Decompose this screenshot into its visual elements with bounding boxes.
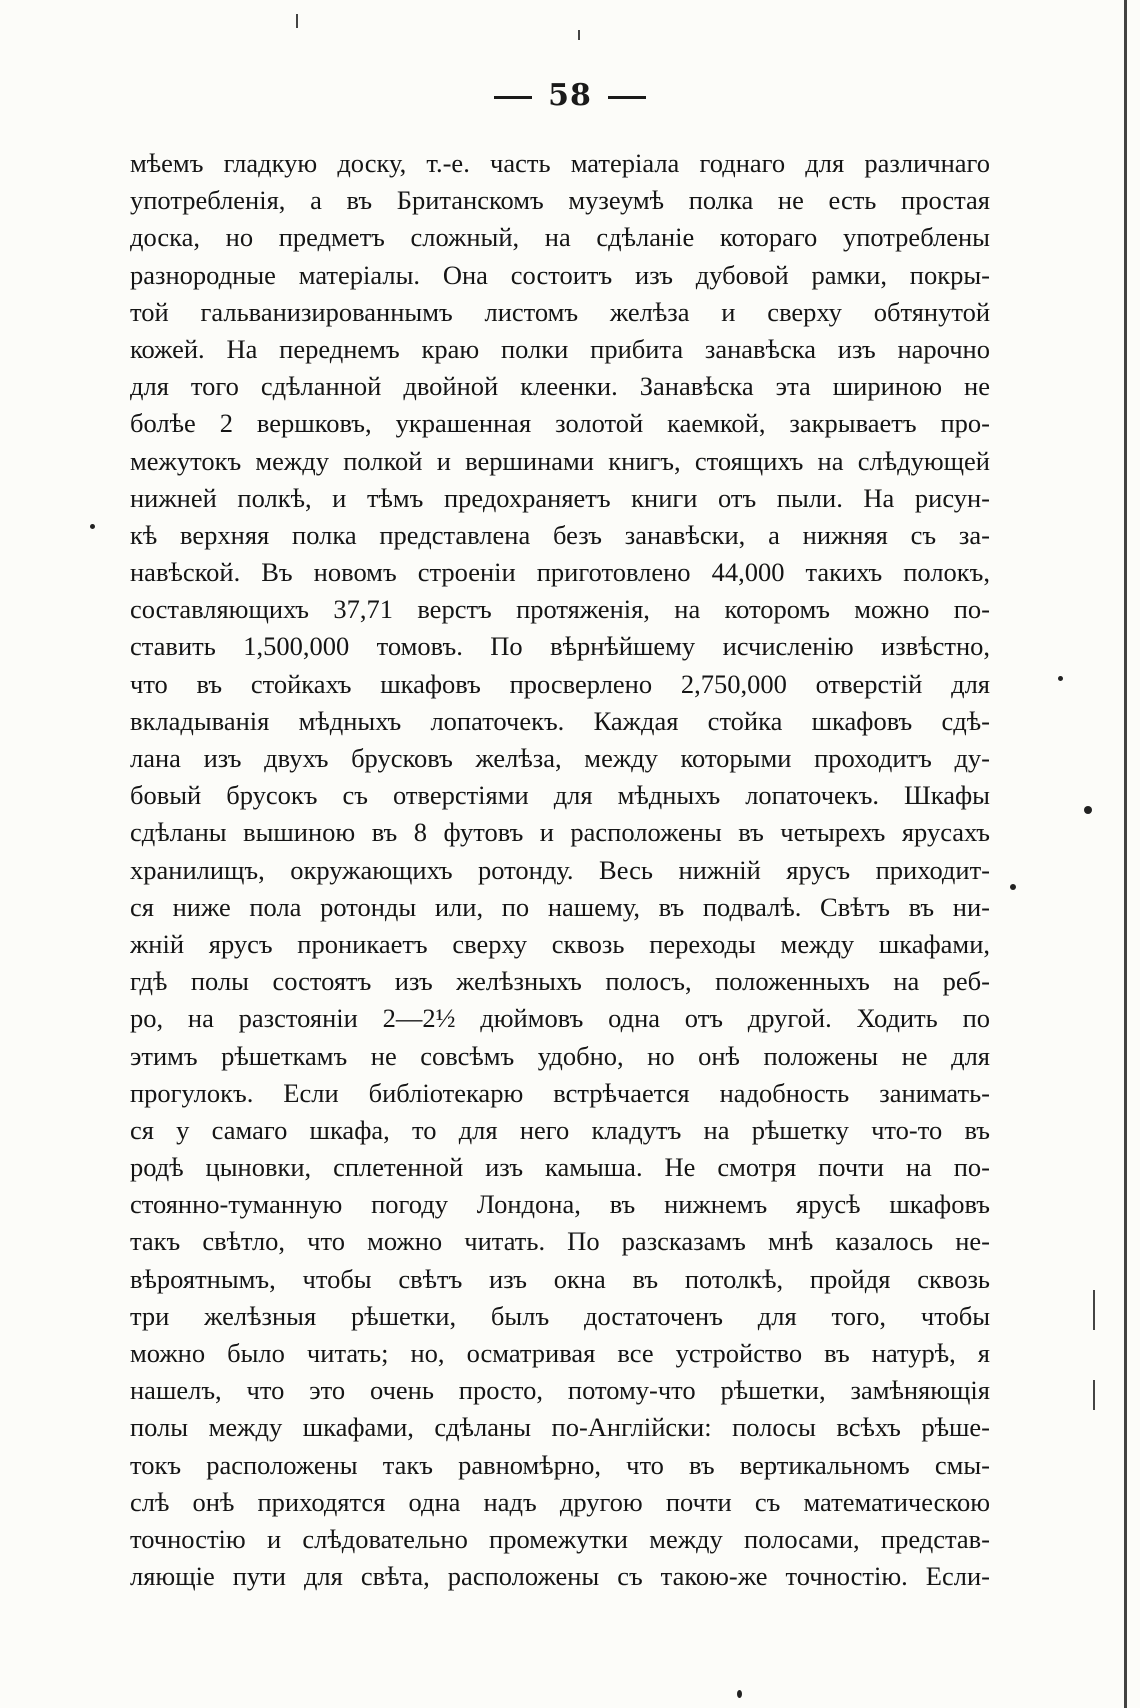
page-number: 58 [548,78,592,113]
text-line: точностію и слѣдовательно промежутки между полосами, представ- [130,1523,990,1554]
text-line: мѣемъ гладкую доску, т.-е. часть матеріала годнаго для различнаго [130,148,990,178]
text-line: разнородные матеріалы. Она состоитъ изъ дубовой рамки, покры- [130,259,990,290]
text-line: стоянно-туманную погоду Лондона, въ нижнемъ ярусѣ шкафовъ [130,1189,990,1220]
text-line: можно было читать; но, осматривая все устройство въ натурѣ, я [130,1338,990,1368]
right-dash [608,96,646,99]
text-line: что въ стойкахъ шкафовъ просверлено 2,750,000 отверстій для [130,668,990,699]
scan-edge [1124,0,1127,1708]
text-line: употребленія, а въ Британскомъ музеумѣ полка не есть простая [130,185,990,216]
text-line: три желѣзныя рѣшетки, былъ достаточенъ для того, чтобы [130,1300,990,1331]
text-line: для того сдѣланной двойной клеенки. Занавѣска эта шириною не [130,371,990,402]
text-line: жній ярусъ проникаетъ сверху сквозь переходы между шкафами, [130,928,990,959]
text-line: ро, на разстояніи 2—2½ дюймовъ одна отъ другой. Ходить по [130,1003,990,1034]
text-line: ставить 1,500,000 томовъ. По вѣрнѣйшему исчисленію извѣстно, [130,631,990,662]
text-line: кѣ верхняя полка представлена безъ занавѣски, а нижняя съ за- [130,519,990,550]
text-line: родѣ цыновки, сплетенной изъ камыша. Не смотря почти на по- [130,1152,990,1183]
text-line: этимъ рѣшеткамъ не совсѣмъ удобно, но онѣ положены не для [130,1040,990,1071]
text-line: слѣ онѣ приходятся одна надъ другою почти съ математическою [130,1486,990,1517]
text-line: прогулокъ. Если библіотекарю встрѣчается надобность занимать- [130,1077,990,1108]
text-line: ляющіе пути для свѣта, расположены съ такою-же точностію. Если- [130,1561,990,1592]
scan-speck [1010,884,1016,890]
text-line: составляющихъ 37,71 верстъ протяженія, на которомъ можно по- [130,594,990,625]
text-line: такъ свѣтло, что можно читать. По разсказамъ мнѣ казалось не- [130,1226,990,1257]
text-line: полы между шкафами, сдѣланы по-Англійски: полосы всѣхъ рѣше- [130,1412,990,1443]
text-line: токъ расположены такъ равномѣрно, что въ вертикальномъ смы- [130,1449,990,1480]
scan-mark [578,30,580,40]
scan-speck [1058,676,1063,681]
text-line: хранилищъ, окружающихъ ротонду. Весь нижній ярусъ приходит- [130,854,990,885]
text-line: вѣроятнымъ, чтобы свѣтъ изъ окна въ потолкѣ, пройдя сквозь [130,1263,990,1294]
text-line: доска, но предметъ сложный, на сдѣланіе котораго употреблены [130,222,990,253]
text-line: вкладыванія мѣдныхъ лопаточекъ. Каждая стойка шкафовъ сдѣ- [130,705,990,736]
text-line: той гальванизированнымъ листомъ желѣза и сверху обтянутой [130,296,990,327]
text-line: межутокъ между полкой и вершинами книгъ, стоящихъ на слѣдующей [130,445,990,476]
text-line: бовый брусокъ съ отверстіями для мѣдныхъ лопаточекъ. Шкафы [130,780,990,811]
scan-mark [1093,1290,1095,1330]
text-line: ся у самаго шкафа, то для него кладутъ на рѣшетку что-то въ [130,1114,990,1145]
left-dash [494,96,532,99]
scan-speck [1084,806,1092,814]
text-line: сдѣланы вышиною въ 8 футовъ и расположены въ четырехъ ярусахъ [130,817,990,848]
scan-speck [90,524,95,529]
text-line: нижней полкѣ, и тѣмъ предохраняетъ книги отъ пыли. На рисун- [130,482,990,513]
page-number-header [0,78,1140,113]
body-text [130,145,990,1595]
text-line: болѣе 2 вершковъ, украшенная золотой каемкой, закрываетъ про- [130,408,990,439]
text-line: навѣской. Въ новомъ строеніи приготовлено 44,000 такихъ полокъ, [130,557,990,588]
text-line: кожей. На переднемъ краю полки прибита занавѣска изъ нарочно [130,333,990,364]
text-line: нашелъ, что это очень просто, потому-что рѣшетки, замѣняющія [130,1375,990,1406]
scan-mark [296,14,298,28]
scan-speck [737,1690,742,1698]
text-line: лана изъ двухъ брусковъ желѣза, между которыми проходитъ ду- [130,743,990,773]
scan-mark [1093,1380,1095,1410]
text-line: гдѣ полы состоятъ изъ желѣзныхъ полосъ, положенныхъ на реб- [130,966,990,997]
text-line: ся ниже пола ротонды или, по нашему, въ подвалѣ. Свѣтъ въ ни- [130,891,990,922]
